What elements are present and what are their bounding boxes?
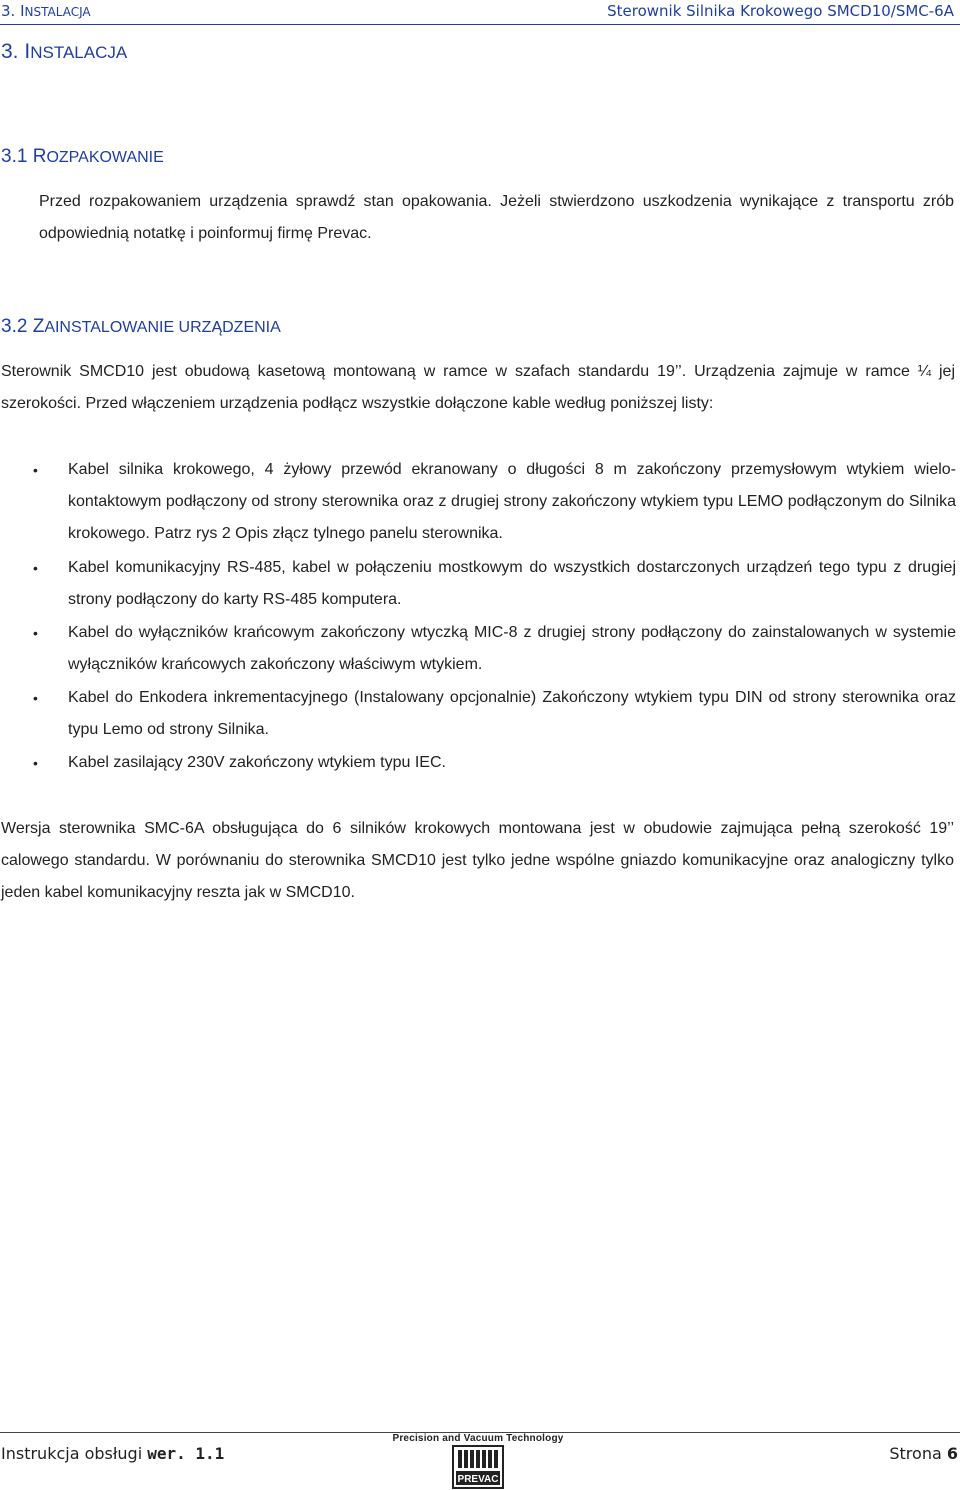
footer-page-number: [889, 1444, 958, 1463]
list-item-text: Kabel do wyłączników krańcowym zakończony wtyczką MIC-8 z drugiej strony podłączony do zainstalowanych w systemie wyłączników krańcowych zakończony właściwym wtykiem.: [68, 624, 956, 673]
logo-text: PREVAC: [457, 1474, 499, 1485]
footer-manual-version: [1, 1444, 224, 1463]
section-title-installation: [1, 316, 281, 338]
prevac-logo: [386, 1431, 570, 1489]
list-item-text: Kabel zasilający 230V zakończony wtykiem typu IEC.: [68, 754, 446, 771]
header-chapter-rest: NSTALACJA: [24, 5, 91, 19]
footer-version: wer. 1.1: [147, 1444, 225, 1463]
chapter-initial: I: [24, 40, 31, 63]
bullet-icon: •: [33, 462, 38, 478]
running-header: [0, 0, 960, 24]
prevac-emblem-icon: [452, 1445, 504, 1489]
section-rest: AINSTALOWANIE URZĄDZENIA: [44, 319, 281, 336]
list-item: [0, 617, 956, 681]
list-item: [0, 747, 956, 779]
header-chapter-label: [1, 2, 91, 20]
header-chapter-initial: I: [20, 2, 25, 20]
list-item-text: Kabel do Enkodera inkrementacyjnego (Instalowany opcjonalnie) Zakończony wtykiem typu DIN od strony sterownika oraz typu Lemo od strony Silnika.: [68, 689, 956, 738]
section-initial: R: [32, 146, 47, 167]
bullet-icon: •: [33, 560, 38, 576]
header-divider: [0, 24, 960, 25]
header-document-title: Sterownik Silnika Krokowego SMCD10/SMC-6A: [607, 2, 954, 20]
section-title-unpacking: [1, 146, 164, 168]
cable-list: [0, 454, 956, 779]
chapter-rest: NSTALACJA: [30, 43, 128, 62]
bullet-icon: •: [33, 755, 38, 771]
section-initial: Z: [32, 316, 45, 337]
list-item: [0, 454, 956, 550]
bullet-icon: •: [33, 690, 38, 706]
list-item: [0, 682, 956, 746]
installation-paragraph: Sterownik SMCD10 jest obudową kasetową montowaną w ramce w szafach standardu 19’’. Urządzenia zajmuje w ramce ¼ jej szerokości. Przed włączeniem urządzenia podłącz wszystkie dołączone kable według poniższej listy:: [1, 363, 955, 412]
section-number: 3.2: [1, 316, 33, 337]
section-number: 3.1: [1, 146, 33, 167]
header-chapter-number: 3.: [1, 2, 21, 20]
footer-page-label: Strona: [889, 1444, 947, 1463]
bullet-icon: •: [33, 625, 38, 641]
chapter-title: [1, 40, 127, 64]
section-rest: OZPAKOWANIE: [46, 149, 164, 166]
footer-page-value: 6: [946, 1444, 958, 1463]
chapter-number: 3.: [1, 40, 25, 63]
list-item-text: Kabel silnika krokowego, 4 żyłowy przewód ekranowany o długości 8 m zakończony przemysłowym wtykiem wielo-kontaktowym podłączony od strony sterownika oraz z drugiej strony zakończony wtykiem typu LEMO podłączonym do Silnika krokowego. Patrz rys 2 Opis złącz tylnego panelu sterownika.: [68, 461, 956, 542]
list-item: [0, 552, 956, 616]
smc6a-paragraph: Wersja sterownika SMC-6A obsługująca do 6 silników krokowych montowana jest w obudowie zajmująca pełną szerokość 19’’ calowego standardu. W porównaniu do sterownika SMCD10 jest tylko jedne wspólne gniazdo komunikacyjne oraz analogiczny tylko jeden kabel komunikacyjny reszta jak w SMCD10.: [1, 820, 954, 901]
footer-manual-label: Instrukcja obsługi: [1, 1444, 148, 1463]
logo-tagline: Precision and Vacuum Technology: [392, 1433, 564, 1444]
unpacking-paragraph: Przed rozpakowaniem urządzenia sprawdź stan opakowania. Jeżeli stwierdzono uszkodzenia wynikające z transportu zrób odpowiednią notatkę i poinformuj firmę Prevac.: [39, 193, 954, 242]
list-item-text: Kabel komunikacyjny RS-485, kabel w połączeniu mostkowym do wszystkich dostarczonych urządzeń tego typu z drugiej strony podłączony do karty RS-485 komputera.: [68, 559, 956, 608]
